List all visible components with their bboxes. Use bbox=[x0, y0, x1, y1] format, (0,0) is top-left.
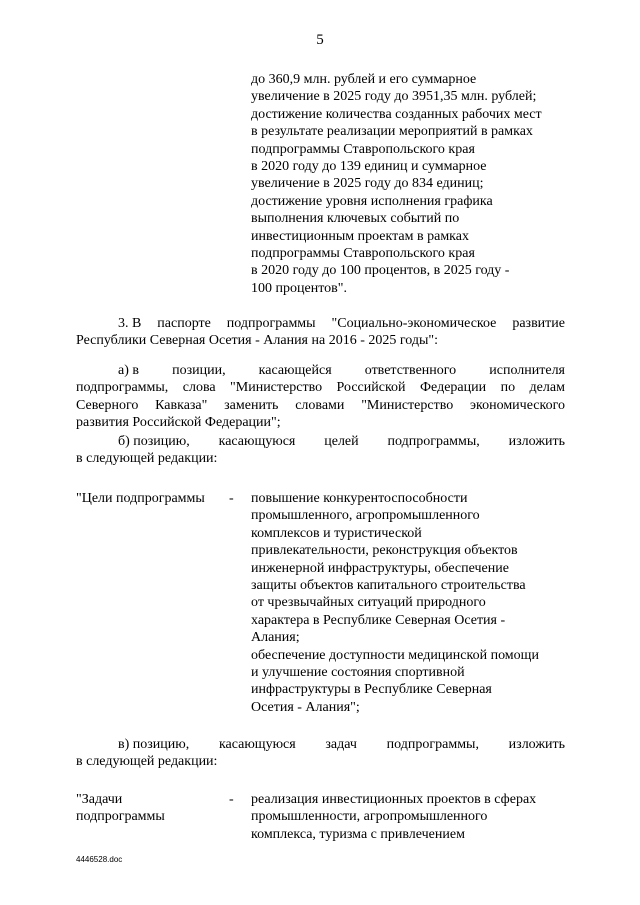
word: а) в bbox=[118, 363, 139, 378]
goals-line: инженерной инфраструктуры, обеспечение bbox=[251, 560, 509, 576]
goals-line: и улучшение состояния спортивной bbox=[251, 665, 465, 681]
text-line: увеличение в 2025 году до 3951,35 млн. рублей; bbox=[251, 89, 537, 105]
text-line: выполнения ключевых событий по bbox=[251, 211, 460, 227]
goals-line: характера в Республике Северная Осетия - bbox=[251, 612, 506, 628]
goals-line: Алания; bbox=[251, 630, 300, 646]
goals-label: "Цели подпрограммы bbox=[76, 491, 205, 506]
paragraph-3 bbox=[76, 315, 565, 350]
word: подпрограммы, bbox=[76, 380, 169, 396]
word: задач bbox=[325, 737, 357, 752]
word: ответственного bbox=[364, 363, 457, 378]
word: подпрограммы bbox=[226, 316, 316, 331]
goals-line: привлекательности, реконструкция объектов bbox=[251, 543, 518, 559]
goals-text bbox=[251, 490, 571, 716]
text-line: 100 процентов". bbox=[251, 280, 347, 296]
word: изложить bbox=[508, 737, 565, 752]
word: "Министерство bbox=[230, 380, 323, 396]
text-line: увеличение в 2025 году до 834 единиц; bbox=[251, 176, 484, 192]
item-a-line-2 bbox=[76, 379, 565, 396]
goals-line: Осетия - Алания"; bbox=[251, 699, 360, 715]
goals-dash: - bbox=[229, 491, 234, 506]
goals-line: защиты объектов капитального строительства bbox=[251, 578, 526, 594]
text-line: инвестиционным проектам в рамках bbox=[251, 228, 469, 244]
item-a-line-3 bbox=[76, 397, 565, 414]
word: касающейся bbox=[258, 363, 332, 378]
text-line: достижение количества созданных рабочих мест bbox=[251, 106, 542, 122]
tasks-line: реализация инвестиционных проектов в сферах bbox=[251, 792, 537, 807]
word: "Министерство bbox=[361, 397, 454, 413]
word: б) позицию, bbox=[118, 434, 190, 449]
word: Кавказа" bbox=[155, 397, 208, 413]
text-line: подпрограммы Ставропольского края bbox=[251, 246, 475, 262]
tasks-text bbox=[251, 791, 571, 843]
item-a-line-4: развития Российской Федерации"; bbox=[76, 415, 281, 431]
word: в) позицию, bbox=[118, 737, 190, 752]
goals-line: от чрезвычайных ситуаций природного bbox=[251, 595, 486, 611]
item-b-line-1 bbox=[76, 433, 565, 450]
word: исполнителя bbox=[489, 363, 565, 378]
word: заменить bbox=[224, 397, 279, 413]
paragraph-3-line-2: Республики Северная Осетия - Алания на 2016 - 2025 годы": bbox=[76, 333, 438, 349]
tasks-line: промышленности, агропромышленного bbox=[251, 809, 488, 825]
item-v bbox=[76, 736, 565, 771]
item-a bbox=[76, 362, 565, 432]
word: подпрограммы, bbox=[387, 434, 480, 449]
word: касающуюся bbox=[218, 434, 296, 449]
tasks-line: комплекса, туризма с привлечением bbox=[251, 826, 465, 842]
tasks-label-line-1: "Задачи bbox=[76, 792, 123, 807]
goals-line: комплексов и туристической bbox=[251, 525, 422, 541]
item-a-line-1 bbox=[76, 362, 565, 379]
tasks-label-line-2: подпрограммы bbox=[76, 809, 165, 825]
page-number: 5 bbox=[316, 32, 324, 48]
item-b-line-2: в следующей редакции: bbox=[76, 451, 218, 467]
tasks-label bbox=[76, 791, 165, 826]
text-line: в 2020 году до 100 процентов, в 2025 году - bbox=[251, 263, 510, 279]
word: слова bbox=[182, 380, 216, 396]
word: изложить bbox=[508, 434, 565, 449]
word: Северного bbox=[76, 397, 139, 413]
text-line: подпрограммы Ставропольского края bbox=[251, 141, 475, 157]
paragraph-3-line-1 bbox=[76, 315, 565, 332]
word: экономического bbox=[470, 397, 565, 413]
goals-line: повышение конкурентоспособности bbox=[251, 491, 468, 506]
goals-line: промышленного, агропромышленного bbox=[251, 508, 480, 524]
word: Федерации bbox=[420, 380, 487, 396]
word: 3. В bbox=[118, 316, 142, 331]
text-line: в 2020 году до 139 единиц и суммарное bbox=[251, 159, 487, 175]
text-line: до 360,9 млн. рублей и его суммарное bbox=[251, 72, 477, 87]
word: по bbox=[500, 380, 516, 396]
word: "Социально-экономическое bbox=[331, 316, 497, 331]
item-v-line-1 bbox=[76, 736, 565, 753]
word: делам bbox=[529, 380, 565, 396]
text-line: достижение уровня исполнения графика bbox=[251, 193, 493, 209]
word: Российской bbox=[336, 380, 406, 396]
continuation-text bbox=[251, 71, 571, 297]
word: словами bbox=[295, 397, 345, 413]
word: паспорте bbox=[157, 316, 211, 331]
text-line: в результате реализации мероприятий в рамках bbox=[251, 124, 533, 140]
goals-line: инфраструктуры в Республике Северная bbox=[251, 682, 492, 698]
word: подпрограммы, bbox=[386, 737, 479, 752]
item-b bbox=[76, 433, 565, 468]
word: касающуюся bbox=[218, 737, 296, 752]
word: позиции, bbox=[172, 363, 226, 378]
tasks-dash: - bbox=[229, 792, 234, 807]
word: целей bbox=[324, 434, 359, 449]
item-v-line-2: в следующей редакции: bbox=[76, 754, 218, 770]
footer-filename: 4446528.doc bbox=[76, 855, 123, 864]
goals-line: обеспечение доступности медицинской помощи bbox=[251, 647, 539, 663]
word: развитие bbox=[512, 316, 565, 331]
